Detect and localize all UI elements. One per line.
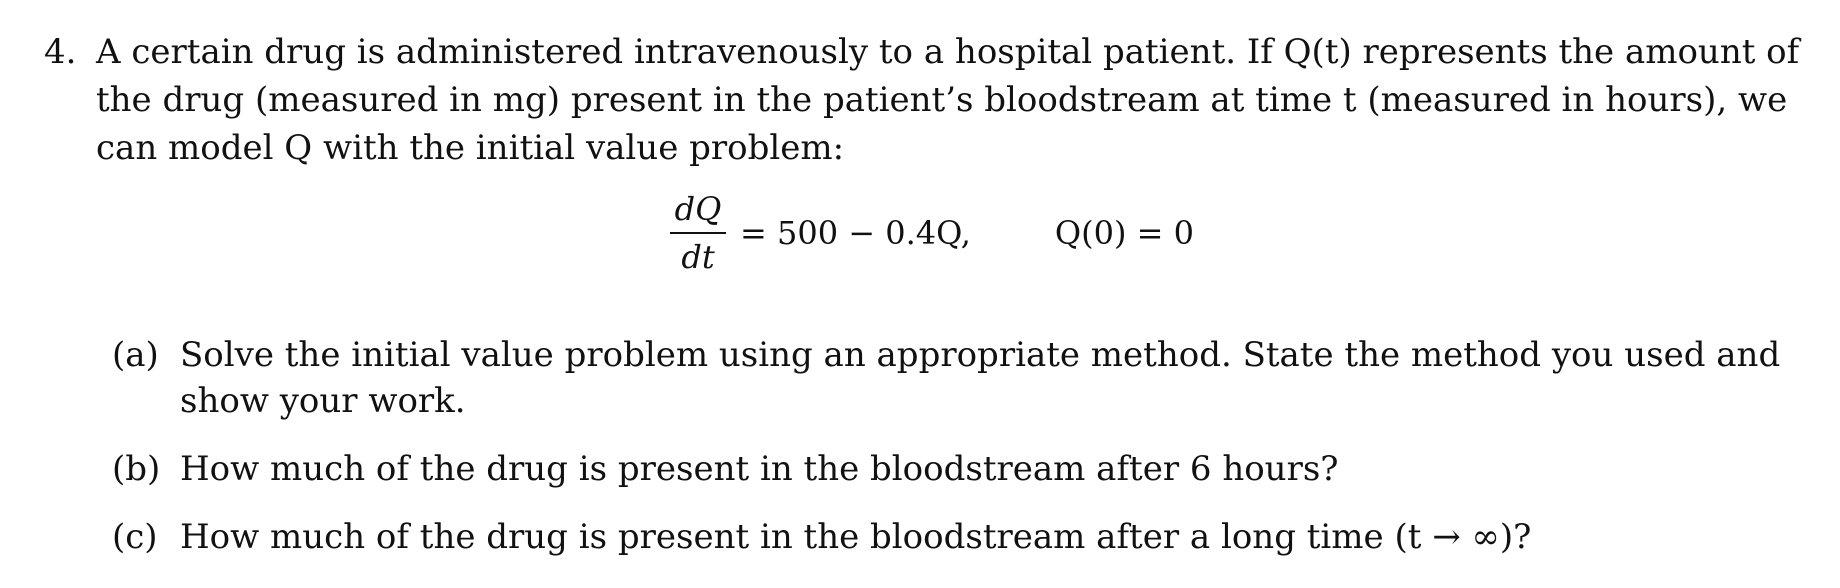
problem-parts xyxy=(112,332,1781,560)
part-c xyxy=(112,514,1752,560)
part-c-line-1: How much of the drug is present in the bloodstream after a long time (t → ∞)? xyxy=(180,517,1532,557)
differential-equation xyxy=(670,178,1194,288)
statement-line-3: can model Q with the initial value problem: xyxy=(96,128,845,168)
problem-number: 4. xyxy=(44,32,77,72)
part-a-line-2: show your work. xyxy=(180,381,466,421)
part-b-line-1: How much of the drug is present in the bloodstream after 6 hours? xyxy=(180,449,1339,489)
initial-condition: Q(0) = 0 xyxy=(1054,214,1194,252)
problem-statement xyxy=(96,28,1800,172)
part-a-line-1: Solve the initial value problem using an appropriate method. State the method you used and xyxy=(180,335,1781,375)
part-b-label: (b) xyxy=(112,449,161,489)
fraction-denominator: dt xyxy=(681,238,715,276)
part-c-label: (c) xyxy=(112,517,158,557)
part-a xyxy=(112,332,1781,424)
statement-line-2: the drug (measured in mg) present in the patient’s bloodstream at time t (measured in hours), we xyxy=(96,80,1788,120)
part-b xyxy=(112,446,1752,492)
fraction-bar xyxy=(670,232,726,234)
fraction-numerator: dQ xyxy=(674,190,722,228)
equation-right-side: = 500 − 0.4Q, xyxy=(740,214,971,252)
statement-line-1: A certain drug is administered intravenously to a hospital patient. If Q(t) represents the amount of xyxy=(96,32,1800,72)
derivative-fraction xyxy=(670,188,726,278)
part-a-label: (a) xyxy=(112,335,159,375)
